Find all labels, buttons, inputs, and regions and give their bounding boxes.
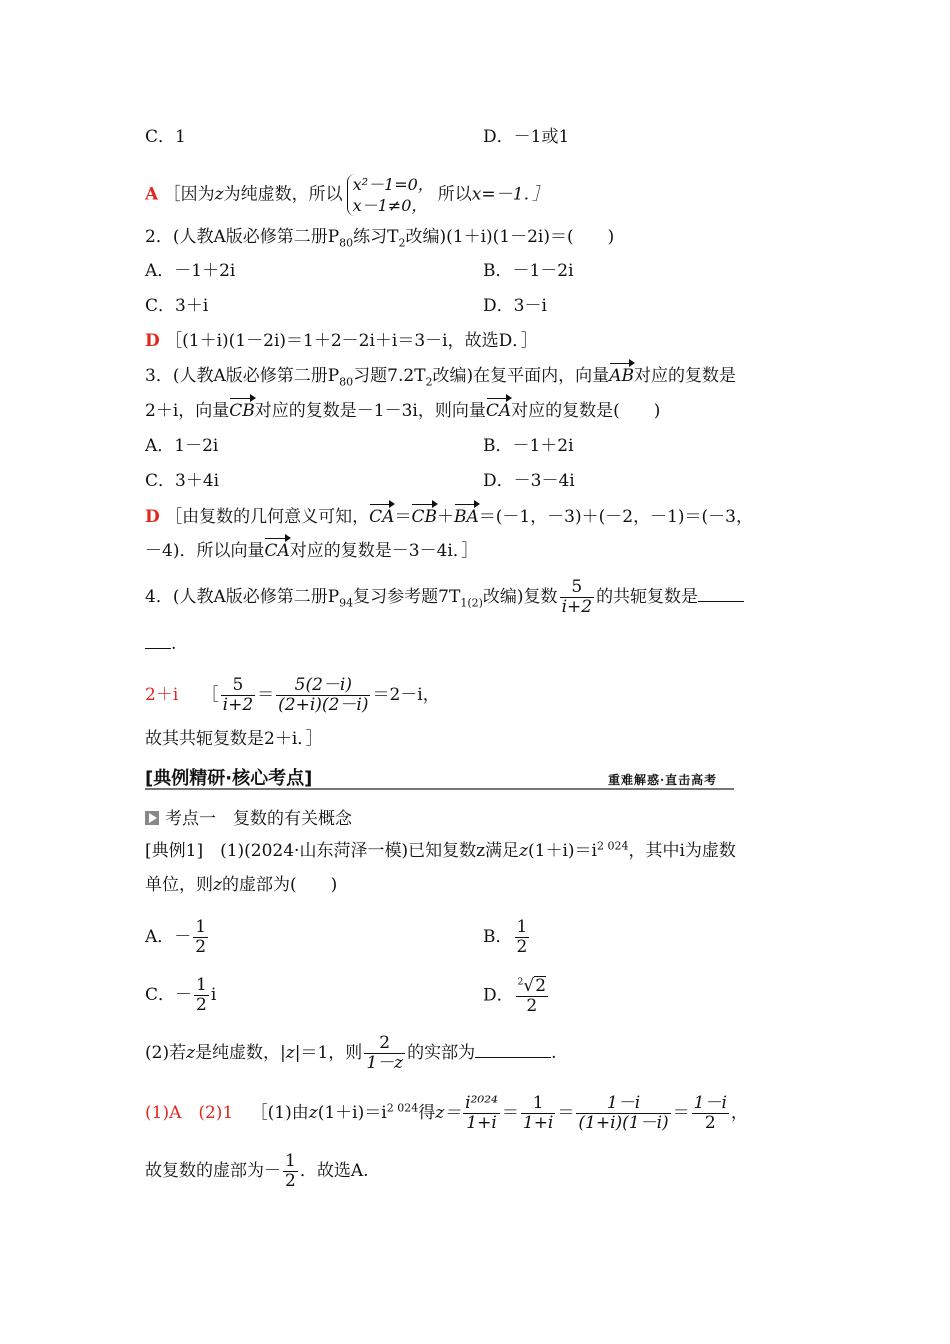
q4-stem-post: 的共轭复数是 [596, 587, 699, 607]
ex1-l1-z: z [519, 841, 529, 861]
q4-stem-sub: 94 [339, 596, 354, 610]
ex1-c-num: 1 [196, 975, 207, 995]
q1-equation-system [347, 174, 434, 216]
q1-answer-pre: ［因为 [163, 184, 215, 205]
q3-l1-sub: 80 [339, 375, 354, 389]
q2-stem [145, 226, 614, 248]
ex1-l1-pre: [典例1] (1)(2024·山东菏泽一模)已知复数z满足 [145, 841, 520, 861]
q4-answer-line2 [145, 728, 323, 750]
ex1-q2-post: 的实部为 [407, 1043, 476, 1063]
ex1-last-pre: 故复数的虚部为－ [145, 1161, 281, 1181]
q3-answer-line1 [145, 506, 753, 528]
ex1-q2-fden: 1－z [366, 1053, 404, 1073]
vector-ab: AB [609, 366, 634, 386]
q3-options-cd [145, 470, 575, 492]
ex1-last-num: 1 [285, 1151, 296, 1171]
q4-answer-label: 2＋i [145, 685, 179, 705]
q3-ans-post: ＝(－1，－3)＋(－2，－1)＝(－3， [478, 507, 753, 527]
q3-l1-sub2: 2 [425, 375, 433, 389]
q1-answer-label: A [145, 184, 159, 205]
ex1-ans-f4-den: 2 [704, 1113, 716, 1133]
q1-sys-line1: x²－1=0， [352, 175, 434, 194]
q3-ans-l2-pre: －4)．所以向量 [145, 541, 265, 561]
vector-cb: CB [411, 507, 437, 527]
ex1-option-a: A．－ [145, 927, 192, 947]
ex1-ans-comma: ， [730, 1103, 748, 1123]
ex1-line2 [145, 874, 337, 896]
ex1-ans-z: z [308, 1103, 318, 1123]
q3-stem-line2 [145, 400, 660, 422]
vector-ca: CA [485, 401, 512, 421]
keypoint-heading [145, 804, 352, 829]
ex1-line1 [145, 840, 736, 862]
q4-ans-f1-num: 5 [221, 676, 256, 696]
ex1-l2-post: 的虚部为( ) [221, 875, 338, 895]
q4-ans-bracket: ［ [201, 685, 219, 705]
ex1-options-cd [145, 975, 547, 1016]
ex1-l2-pre: 单位，则 [145, 875, 213, 895]
q4-answer-line1: 2＋i ［ $\frac{5}{i+2}$ ＝ $\frac{5(2-i)}{(2+i)(2-i)}$ ＝2－i， [145, 675, 440, 715]
ex1-ans-f2-den: 1+i [522, 1113, 554, 1133]
q4-stem-mid: 复习参考题7T [353, 587, 461, 607]
ex1-ans-eq: z＝ [435, 1103, 462, 1123]
ex1-ans-mid: (1＋i)＝i [317, 1103, 387, 1123]
section-title: [典例精研·核心考点] [145, 768, 313, 789]
ex1-option-b-label: B． [483, 927, 513, 947]
ex1-d-den: 2 [526, 996, 538, 1016]
q2-stem-pre: 2．(人教A版必修第二册P [145, 227, 340, 247]
q3-answer-label: D [145, 507, 160, 527]
q1-option-c [145, 126, 570, 148]
q2-answer-label: D [145, 331, 160, 351]
q4-ans-frac1 [221, 676, 256, 715]
q3-l1-mid: 习题7.2T [353, 366, 426, 386]
ex1-l1-post: ，其中i为虚数 [628, 841, 736, 861]
q2-option-a: A．－1＋2i [145, 261, 236, 281]
q4-answer-blank-cont[interactable] [145, 630, 171, 649]
q2-option-d: D．3－i [483, 296, 547, 316]
ex1-l1-sup: 2 024 [597, 839, 629, 853]
ex1-ans-f4-num: 1－i [693, 1093, 727, 1113]
ex1-q2-frac [364, 1034, 405, 1073]
q3-answer-line2 [145, 540, 478, 562]
q1-option-d: D．－1或1 [483, 127, 570, 147]
ex1-ans-f3-den: (1+i)(1－i) [578, 1113, 669, 1133]
ex1-ans-sup: 2 024 [386, 1101, 419, 1115]
ex1-option-b [483, 918, 531, 957]
ex1-d-root-index: 2 [517, 977, 524, 988]
ex1-ans-de: 得 [418, 1103, 436, 1123]
ex1-a-num: 1 [195, 917, 207, 937]
ex1-b-num: 1 [516, 917, 528, 937]
ex1-answer-line2 [145, 1152, 369, 1191]
ex1-b-den: 2 [516, 937, 528, 957]
vector-cb: CB [229, 401, 255, 421]
ex1-ans-f3-num: 1－i [576, 1094, 670, 1114]
ex1-options-ab [145, 917, 528, 957]
q1-answer-post: 所以 [437, 184, 472, 205]
q2-stem-sub: 80 [339, 236, 354, 250]
ex1-last-den: 2 [285, 1171, 296, 1191]
q4-fraction [560, 578, 595, 617]
q2-option-c: C．3＋i [145, 296, 209, 316]
ex1-q2-pre: (2)若 [145, 1043, 187, 1063]
q3-eq: ＝ [394, 507, 412, 527]
ex1-ans-frac2 [521, 1094, 556, 1133]
q3-options-ab [145, 435, 574, 457]
ex1-last-frac [283, 1152, 298, 1191]
q4-ans-frac2 [276, 676, 370, 715]
ex1-q2-mid: 是纯虚数，| [195, 1043, 286, 1063]
section-divider [145, 788, 734, 790]
ex1-option-c-frac [194, 976, 209, 1015]
q2-option-b: B．－1－2i [483, 261, 574, 281]
q2-options-ab [145, 260, 574, 282]
ex1-option-c-i: i [210, 985, 217, 1005]
q3-option-b: B．－1＋2i [483, 436, 574, 456]
ex1-ans-f1-num: i²⁰²⁴ [465, 1093, 498, 1113]
ex1-q2-end: . [551, 1043, 557, 1063]
q4-ans-tail: ＝2－i， [372, 685, 440, 705]
q3-l2-pre: 2＋i，向量 [145, 401, 230, 421]
ex1-part2 [145, 1034, 557, 1073]
ex1-ans-pre: ［(1)由 [250, 1103, 309, 1123]
q3-l1-end: 对应的复数是 [633, 366, 736, 386]
q4-ans-f2-den: (2+i)(2－i) [278, 695, 369, 715]
vector-ca: CA [369, 507, 395, 527]
q3-option-a: A．1－2i [145, 436, 219, 456]
ex1-d-num: $^2$√2 [517, 976, 547, 996]
q2-stem-post: 改编)(1＋i)(1－2i)＝( ) [405, 227, 615, 247]
ex1-last-post: ．故选A. [299, 1161, 369, 1181]
q3-l2-end: 对应的复数是( ) [511, 401, 661, 421]
q4-line2 [145, 630, 176, 655]
q1-answer-end: x=－1．］ [471, 184, 549, 205]
q4-ans-f1-den: i+2 [222, 695, 254, 715]
vector-ca: CA [264, 541, 290, 561]
ex1-answer-line1: (1)A (2)1 ［(1)由$z(1+i)=i^{2 024}$得z＝ $\frac{\text{i²⁰²⁴}}{1+i}$ ＝ $\frac{1}{1+i}$ ＝ $\frac{1-i}{(1+i)(1-i)}$ ＝ $\frac{1-i}{2}$ ， [145, 1093, 748, 1133]
q4-stem-pre: 4．(人教A版必修第二册P [145, 587, 340, 607]
ex1-answer-label: (1)A (2)1 [145, 1103, 234, 1123]
q3-ans-pre: ［由复数的几何意义可知， [165, 507, 370, 527]
q4-frac-den: i+2 [561, 597, 593, 617]
q1-option-c-text: C．1 [145, 127, 186, 147]
q3-l2-mid: 对应的复数是－1－3i，则向量 [254, 401, 486, 421]
ex1-ans-frac4 [692, 1094, 729, 1133]
q4-line2-end: . [171, 634, 177, 654]
ex1-option-b-frac [515, 918, 530, 957]
play-triangle-icon [145, 811, 159, 825]
q4-stem [145, 578, 744, 617]
ex1-option-d-label: D． [483, 985, 514, 1006]
q3-plus: ＋ [436, 507, 454, 527]
vector-ba: BA [453, 507, 479, 527]
q2-stem-sub2: 2 [398, 236, 406, 250]
ex1-d-radicand: 2 [535, 976, 547, 996]
ex1-ans-frac1 [463, 1094, 500, 1133]
ex1-option-d [483, 976, 550, 1016]
ex1-q2-blank[interactable] [475, 1039, 551, 1058]
ex1-l2-z: z [213, 875, 222, 895]
q4-stem-mid2: 改编)复数 [482, 587, 558, 607]
q1-sys-line2: x－1≠0， [352, 196, 428, 215]
ex1-q2-fnum: 2 [364, 1034, 405, 1054]
q1-answer-var: z [214, 184, 224, 205]
q2-stem-mid: 练习T [353, 227, 399, 247]
ex1-option-c: C．－ [145, 985, 193, 1005]
keypoint-title: 考点一 复数的有关概念 [165, 809, 352, 829]
q2-answer [145, 330, 538, 352]
q3-option-c: C．3＋4i [145, 471, 220, 491]
q4-ans-f2-num: 5(2－i) [276, 676, 370, 696]
ex1-q2-z: z [186, 1043, 196, 1063]
q1-answer [145, 174, 549, 216]
q2-options-cd [145, 295, 547, 317]
ex1-q2-z2: z [285, 1043, 295, 1063]
section-tag: 重难解惑·直击高考 [608, 773, 718, 787]
q1-answer-mid: 为纯虚数，所以 [223, 184, 343, 205]
q3-l1-post: 改编)在复平面内，向量 [432, 366, 610, 386]
q3-stem-line1 [145, 365, 736, 387]
ex1-ans-f1-den: 1+i [466, 1113, 497, 1133]
ex1-a-den: 2 [195, 937, 207, 957]
q3-ans-l2-post: 对应的复数是－3－4i．］ [289, 541, 479, 561]
ex1-c-den: 2 [196, 995, 207, 1015]
q4-frac-num: 5 [560, 578, 595, 598]
ex1-ans-f2-num: 1 [521, 1094, 556, 1114]
q4-answer-blank[interactable] [698, 583, 744, 602]
ex1-q2-mid2: |＝1，则 [294, 1043, 363, 1063]
q4-stem-sub2: 1(2) [460, 596, 483, 610]
q3-option-d: D．－3－4i [483, 471, 575, 491]
q2-answer-text: ［(1＋i)(1－2i)＝1＋2－2i＋i＝3－i，故选D．］ [165, 331, 538, 351]
ex1-option-a-frac [193, 918, 208, 957]
ex1-ans-frac3 [576, 1094, 670, 1133]
q3-l1-pre: 3．(人教A版必修第二册P [145, 366, 340, 386]
ex1-l1-mid: (1＋i)＝i [528, 841, 597, 861]
q4-ans-line2: 故其共轭复数是2＋i．］ [145, 729, 323, 749]
ex1-option-d-frac [516, 976, 548, 1016]
